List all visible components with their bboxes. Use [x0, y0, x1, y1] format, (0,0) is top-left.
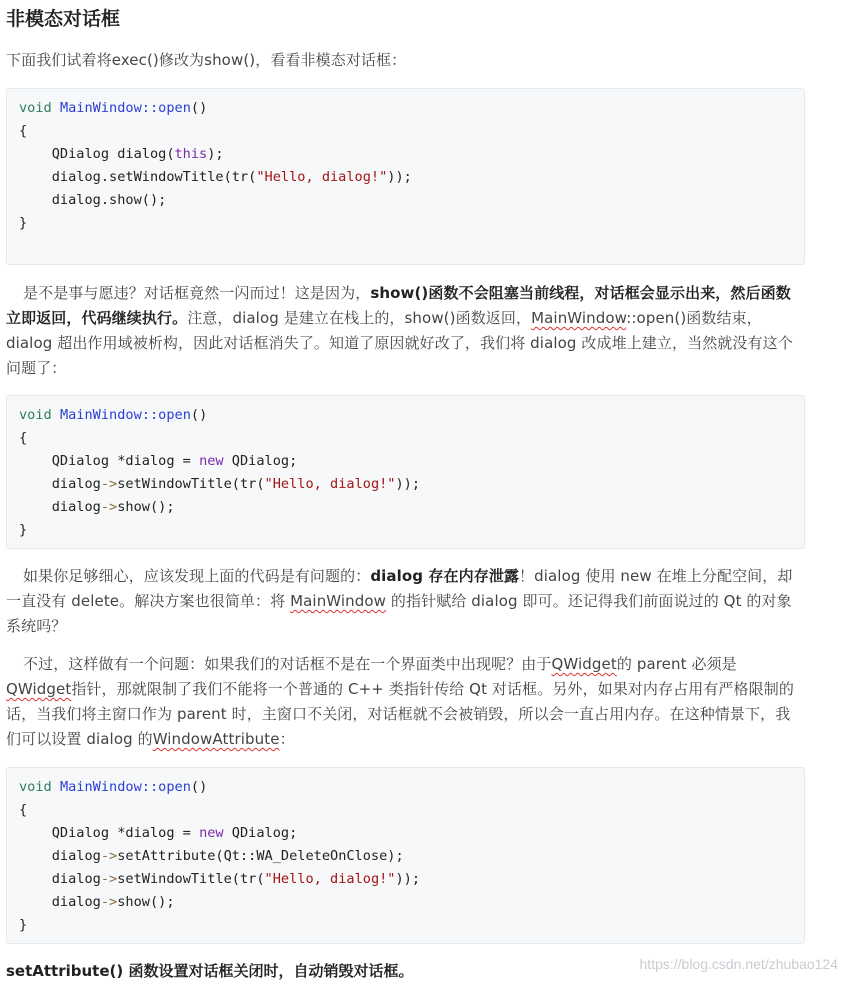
code-line: } [19, 522, 28, 538]
code-line: dialog->setWindowTitle(tr("Hello, dialog!")); [19, 476, 421, 492]
code-line: } [19, 917, 28, 933]
code-line: QDialog *dialog = new QDialog; [19, 825, 298, 841]
paragraph-2: 如果你足够细心，应该发现上面的代码是有问题的：dialog 存在内存泄露！dialog 使用 new 在堆上分配空间，却一直没有 delete。解决方案也很简单：将 MainWindow 的指针赋给 dialog 即可。还记得我们前面说过的 Qt 的对象系统吗？ [6, 567, 793, 635]
code-line: void MainWindow::open() [19, 100, 208, 116]
code-line: dialog->show(); [19, 499, 175, 515]
code-line: dialog->setAttribute(Qt::WA_DeleteOnClose); [19, 848, 404, 864]
code-block-2 [6, 395, 805, 549]
summary-line: setAttribute() 函数设置对话框关闭时，自动销毁对话框。 [6, 962, 414, 980]
code-line: { [19, 802, 28, 818]
paragraph-3: 不过，这样做有一个问题：如果我们的对话框不是在一个界面类中出现呢？由于QWidget的 parent 必须是QWidget指针，那就限制了我们不能将一个普通的 C++ 类指针传给 Qt 对话框。另外，如果对内存占用有严格限制的话，当我们将主窗口作为 parent 时，主窗口不关闭，对话框就不会被销毁，所以会一直占用内存。在这种情景下，我们可以设置 dialog 的WindowAttribute： [6, 655, 794, 748]
code-line: dialog.show(); [19, 192, 167, 208]
code-line: } [19, 215, 28, 231]
code-line: QDialog dialog(this); [19, 146, 224, 162]
code-block-1 [6, 88, 805, 265]
code-line: QDialog *dialog = new QDialog; [19, 453, 298, 469]
code-line: { [19, 430, 28, 446]
code-line: void MainWindow::open() [19, 779, 208, 795]
paragraph-1: 是不是事与愿违？对话框竟然一闪而过！这是因为，show()函数不会阻塞当前线程，对话框会显示出来，然后函数立即返回，代码继续执行。注意，dialog 是建立在栈上的，show()函数返回，MainWindow::open()函数结束，dialog 超出作用域被析构，因此对话框消失了。知道了原因就好改了，我们将 dialog 改成堆上建立，当然就没有这个问题了： [6, 284, 793, 377]
code-line: { [19, 123, 28, 139]
code-line: dialog.setWindowTitle(tr("Hello, dialog!")); [19, 169, 412, 185]
code-block-3 [6, 767, 805, 944]
section-title: 非模态对话框 [6, 8, 121, 30]
watermark: https://blog.csdn.net/zhubao124 [639, 956, 838, 972]
intro-paragraph: 下面我们试着将exec()修改为show()，看看非模态对话框： [6, 51, 407, 69]
code-line: dialog->setWindowTitle(tr("Hello, dialog!")); [19, 871, 421, 887]
code-line: void MainWindow::open() [19, 407, 208, 423]
code-line: dialog->show(); [19, 894, 175, 910]
